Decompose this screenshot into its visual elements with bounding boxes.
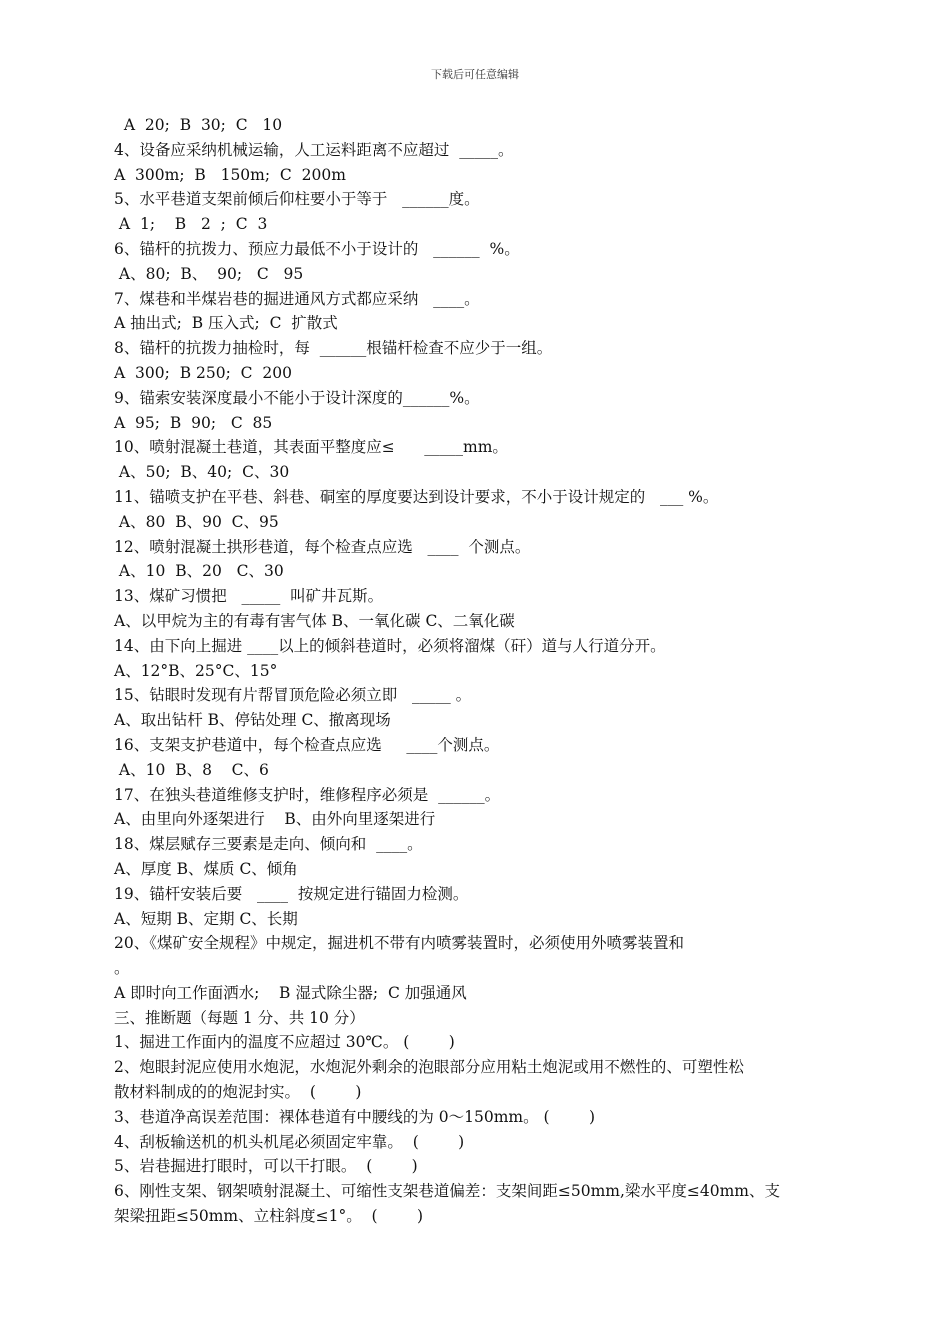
question-18: 18、煤层赋存三要素是走向、倾向和 ____。 — [114, 835, 423, 854]
options-6: A、80; B、 90; C 95 — [114, 264, 304, 283]
options-20: A 即时向工作面洒水; B 湿式除尘器; C 加强通风 — [114, 983, 467, 1002]
options-17: A、由里向外逐架进行 B、由外向里逐架进行 — [114, 810, 436, 829]
options-5: A 1; B 2 ; C 3 — [114, 215, 268, 234]
judgment-3: 3、巷道净高误差范围：裸体巷道有中腰线的为 0～150mm。 ( ) — [114, 1107, 596, 1126]
question-5: 5、水平巷道支架前倾后仰柱要小于等于 ______度。 — [114, 190, 480, 209]
question-10: 10、喷射混凝土巷道，其表面平整度应≤ _____mm。 — [114, 438, 508, 457]
options-15: A、取出钻杆 B、停钻处理 C、撤离现场 — [114, 711, 391, 730]
question-13: 13、煤矿习惯把 _____ 叫矿井瓦斯。 — [114, 587, 384, 606]
question-17: 17、在独头巷道维修支护时，维修程序必须是 ______。 — [114, 785, 501, 804]
judgment-1: 1、掘进工作面内的温度不应超过 30℃。 ( ) — [114, 1033, 455, 1052]
page-header: 下载后可任意编辑 — [431, 68, 519, 81]
question-12: 12、喷射混凝土拱形巷道，每个检查点应选 ____ 个测点。 — [114, 537, 531, 556]
judgment-2: 2、炮眼封泥应使用水炮泥，水炮泥外剩余的泡眼部分应用粘土炮泥或用不燃性的、可塑性松 — [114, 1058, 744, 1077]
judgment-4: 4、刮板输送机的机头机尾必须固定牢靠。 ( ) — [114, 1132, 465, 1151]
question-20-continued: 。 — [114, 959, 130, 978]
judgment-2-continued: 散材料制成的的炮泥封实。 ( ) — [114, 1083, 362, 1102]
question-6: 6、锚杆的抗拨力、预应力最低不小于设计的 ______ %。 — [114, 239, 520, 258]
judgment-6-continued: 架梁扭距≤50mm、立柱斜度≤1°。 ( ) — [114, 1207, 424, 1226]
section-heading: 三、推断题（每题 1 分、共 10 分） — [114, 1008, 365, 1027]
question-14: 14、由下向上掘进 ____以上的倾斜巷道时，必须将溜煤（矸）道与人行道分开。 — [114, 636, 666, 655]
options-16: A、10 B、8 C、6 — [114, 760, 269, 779]
options-12: A、10 B、20 C、30 — [114, 562, 284, 581]
question-19: 19、锚杆安装后要 ____ 按规定进行锚固力检测。 — [114, 884, 469, 903]
options-18: A、厚度 B、煤质 C、倾角 — [114, 859, 298, 878]
text-line: A 20; B 30; C 10 — [114, 116, 283, 134]
question-8: 8、锚杆的抗拨力抽检时，每 ______根锚杆检查不应少于一组。 — [114, 339, 553, 358]
options-7: A 抽出式; B 压入式; C 扩散式 — [114, 314, 338, 333]
question-4: 4、设备应采纳机械运输，人工运料距离不应超过 _____。 — [114, 140, 514, 159]
question-11: 11、锚喷支护在平巷、斜巷、硐室的厚度要达到设计要求，不小于设计规定的 ___ %。 — [114, 487, 719, 506]
options-10: A、50; B、40; C、30 — [114, 463, 290, 482]
question-7: 7、煤巷和半煤岩巷的掘进通风方式都应采纳 ____。 — [114, 289, 480, 308]
options-11: A、80 B、90 C、95 — [114, 512, 279, 531]
options-8: A 300; B 250; C 200 — [114, 363, 292, 382]
judgment-5: 5、岩巷掘进打眼时，可以干打眼。 ( ) — [114, 1157, 418, 1176]
options-13: A、以甲烷为主的有毒有害气体 B、一氧化碳 C、二氧化碳 — [114, 611, 515, 630]
question-20: 20、《煤矿安全规程》中规定，掘进机不带有内喷雾装置时，必须使用外喷雾装置和 — [114, 934, 684, 953]
question-15: 15、钻眼时发现有片帮冒顶危险必须立即 _____ 。 — [114, 686, 472, 705]
options-9: A 95; B 90; C 85 — [114, 413, 273, 432]
options-14: A、12°B、25°C、15° — [114, 661, 278, 680]
document-body — [114, 113, 834, 1229]
question-16: 16、支架支护巷道中，每个检查点应选 ____个测点。 — [114, 735, 500, 754]
judgment-6: 6、刚性支架、钢架喷射混凝土、可缩性支架巷道偏差：支架间距≤50mm,梁水平度≤40mm、支 — [114, 1182, 781, 1201]
options-4: A 300m; B 150m; C 200m — [114, 165, 346, 184]
question-9: 9、锚索安装深度最小不能小于设计深度的______%。 — [114, 388, 480, 407]
options-19: A、短期 B、定期 C、长期 — [114, 909, 298, 928]
